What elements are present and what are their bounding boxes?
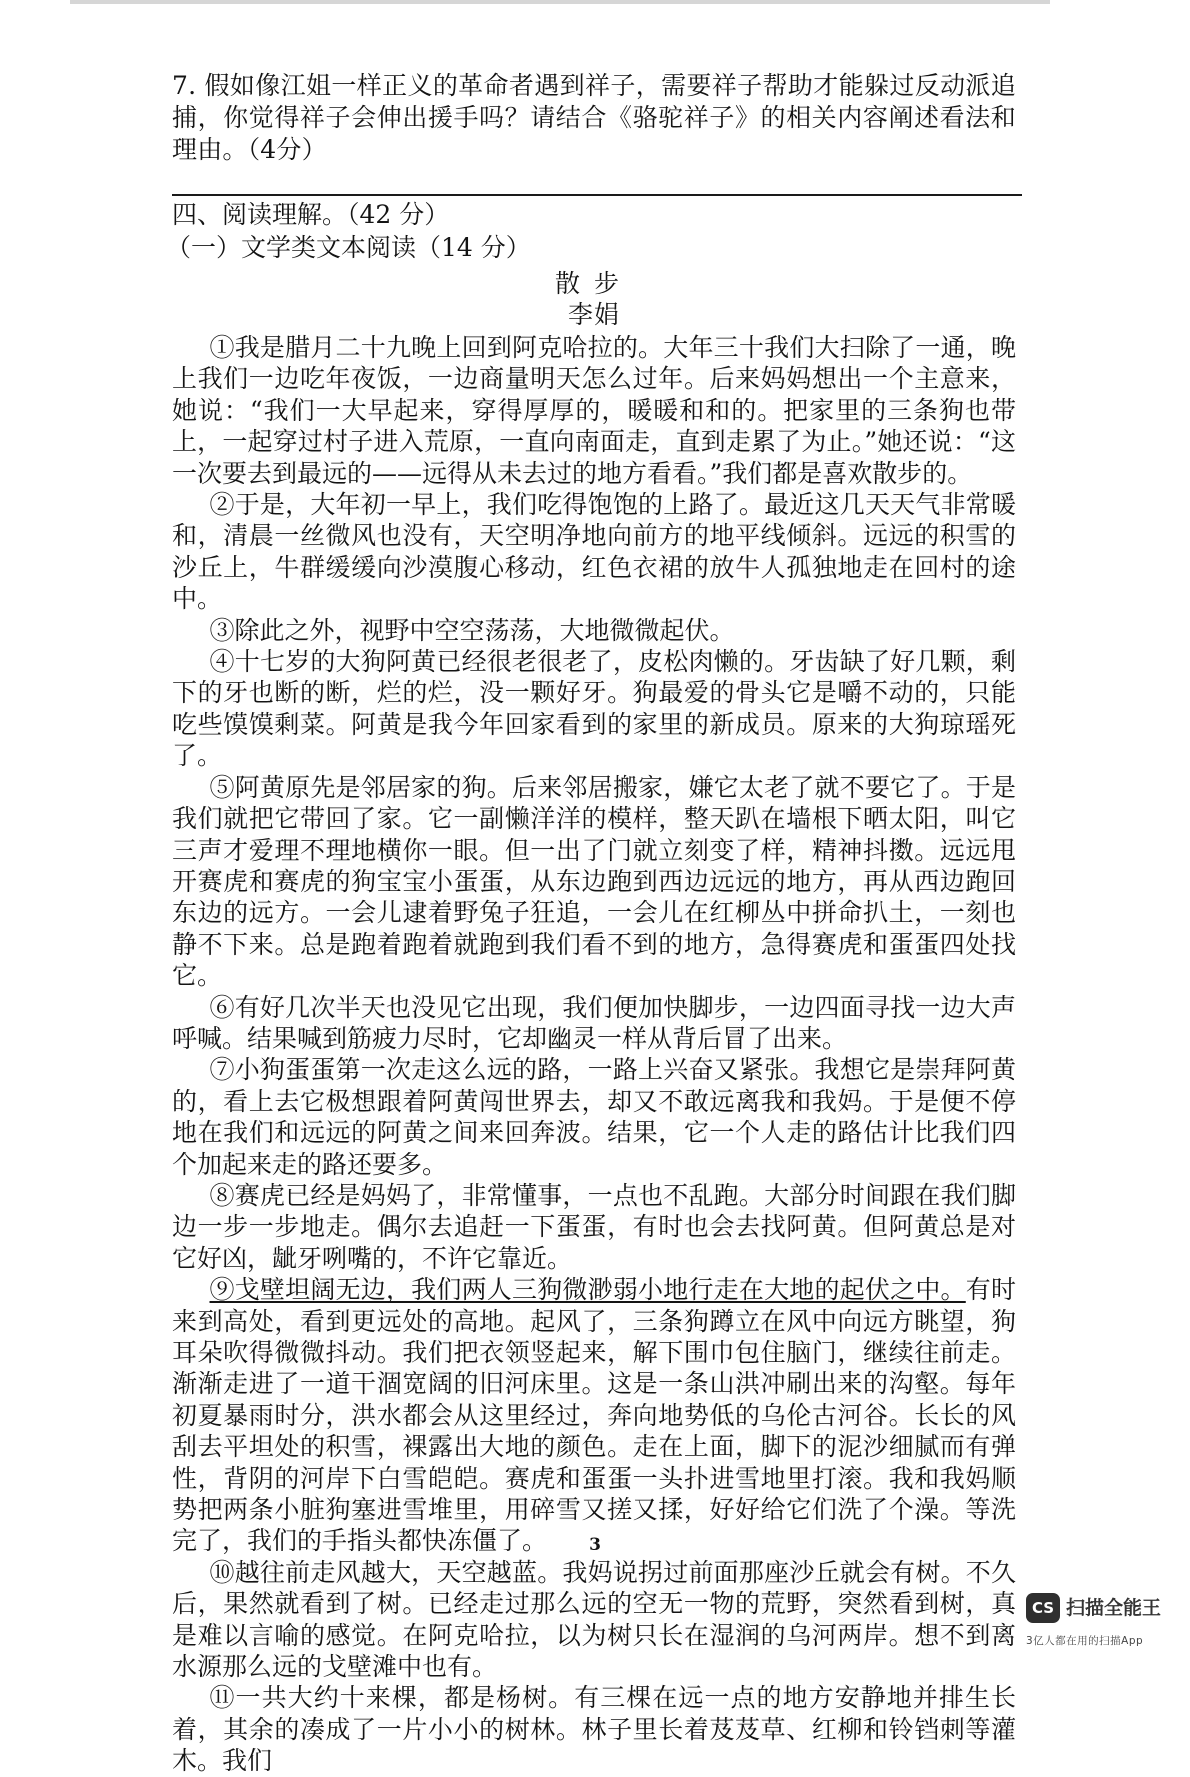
article-body: [172, 332, 1016, 1777]
paragraph-2: ②于是，大年初一早上，我们吃得饱饱的上路了。最近这几天天气非常暖和，清晨一丝微风也没有，天空明净地向前方的地平线倾斜。远远的积雪的沙丘上，牛群缓缓向沙漠腹心移动，红色衣裙的放牛人孤独地走在回村的途中。: [172, 490, 1016, 614]
paragraph-7: ⑦小狗蛋蛋第一次走这么远的路，一路上兴奋又紧张。我想它是崇拜阿黄的，看上去它极想跟着阿黄闯世界去，却又不敢远离我和我妈。于是便不停地在我们和远远的阿黄之间来回奔波。结果，它一个人走的路估计比我们四个加起来走的路还要多。: [172, 1055, 1016, 1179]
paragraph-11: ⑪一共大约十来棵，都是杨树。有三棵在远一点的地方安静地并排生长着，其余的凑成了一片小小的树林。林子里长着芨芨草、红柳和铃铛刺等灌木。我们: [172, 1683, 1016, 1776]
question-7: [172, 70, 1016, 166]
paragraph-9: [172, 1274, 1016, 1557]
subsection-heading: （一）文学类文本阅读（14 分）: [166, 233, 531, 262]
exam-page: [166, 70, 1016, 1777]
scanner-watermark: [1012, 1593, 1182, 1673]
article-author: 李娟: [567, 300, 620, 329]
article-title: 散步: [554, 269, 633, 298]
question-7-text: 7. 假如像江姐一样正义的革命者遇到祥子，需要祥子帮助才能躲过反动派追捕，你觉得祥子会伸出援手吗？请结合《骆驼祥子》的相关内容阐述看法和理由。（4分）: [172, 71, 1016, 164]
paragraph-6: ⑥有好几次半天也没见它出现，我们便加快脚步，一边四面寻找一边大声呼喊。结果喊到筋疲力尽时，它却幽灵一样从背后冒了出来。: [172, 992, 1016, 1053]
section-heading: 四、阅读理解。（42 分）: [172, 200, 450, 229]
page-number: 3: [589, 1535, 601, 1555]
answer-line: [172, 194, 1022, 196]
paragraph-3: ③除此之外，视野中空空荡荡，大地微微起伏。: [209, 615, 735, 645]
paragraph-1: ①我是腊月二十九晚上回到阿克哈拉的。大年三十我们大扫除了一通，晚上我们一边吃年夜饭，一边商量明天怎么过年。后来妈妈想出一个主意来，她说：“我们一大早起来，穿得厚厚的，暖暖和和的。把家里的三条狗也带上，一起穿过村子进入荒原，一直向南面走，直到走累了为止。”她还说：“这一次要去到最远的——远得从未去过的地方看看。”我们都是喜欢散步的。: [172, 333, 1016, 488]
paragraph-8: ⑧赛虎已经是妈妈了，非常懂事，一点也不乱跑。大部分时间跟在我们脚边一步一步地走。偶尔去追赶一下蛋蛋，有时也会去找阿黄。但阿黄总是对它好凶，龇牙咧嘴的，不许它靠近。: [172, 1180, 1016, 1273]
paragraph-4: ④十七岁的大狗阿黄已经很老很老了，皮松肉懒的。牙齿缺了好几颗，剩下的牙也断的断，烂的烂，没一颗好牙。狗最爱的骨头它是嚼不动的，只能吃些馍馍剩菜。阿黄是我今年回家看到的家里的新成员。原来的大狗琼瑶死了。: [172, 647, 1016, 771]
cs-logo-icon: CS: [1026, 1593, 1060, 1623]
watermark-app-name: 扫描全能王: [1066, 1597, 1162, 1619]
watermark-tagline: 3亿人都在用的扫描App: [1026, 1635, 1144, 1647]
paragraph-9-rest: 有时来到高处，看到更远处的高地。起风了，三条狗蹲立在风中向远方眺望，狗耳朵吹得微微抖动。我们把衣领竖起来，解下围巾包住脑门，继续往前走。渐渐走进了一道干涸宽阔的旧河床里。这是一条山洪冲刷出来的沟壑。每年初夏暴雨时分，洪水都会从这里经过，奔向地势低的乌伦古河谷。长长的风刮去平坦处的积雪，裸露出大地的颜色。走在上面，脚下的泥沙细腻而有弹性，背阴的河岸下白雪皑皑。赛虎和蛋蛋一头扑进雪地里打滚。我和我妈顺势把两条小脏狗塞进雪堆里，用碎雪又搓又揉，好好给它们洗了个澡。等洗完了，我们的手指头都快冻僵了。: [172, 1275, 1016, 1556]
paragraph-5: ⑤阿黄原先是邻居家的狗。后来邻居搬家，嫌它太老了就不要它了。于是我们就把它带回了家。它一副懒洋洋的模样，整天趴在墙根下晒太阳，叫它三声才爱理不理地横你一眼。但一出了门就立刻变了样，精神抖擞。远远甩开赛虎和赛虎的狗宝宝小蛋蛋，从东边跑到西边远远的地方，再从西边跑回东边的远方。一会儿逮着野兔子狂追，一会儿在红柳丛中拼命扒土，一刻也静不下来。总是跑着跑着就跑到我们看不到的地方，急得赛虎和蛋蛋四处找它。: [172, 772, 1016, 991]
scan-top-edge: [70, 0, 1050, 4]
underlined-sentence: ⑨戈壁坦阔无边，我们两人三狗微渺弱小地行走在大地的起伏之中。: [209, 1275, 966, 1305]
paragraph-10: ⑩越往前走风越大，天空越蓝。我妈说拐过前面那座沙丘就会有树。不久后，果然就看到了树。已经走过那么远的空无一物的荒野，突然看到树，真是难以言喻的感觉。在阿克哈拉，以为树只长在湿润的乌河两岸。想不到离水源那么远的戈壁滩中也有。: [172, 1557, 1016, 1682]
